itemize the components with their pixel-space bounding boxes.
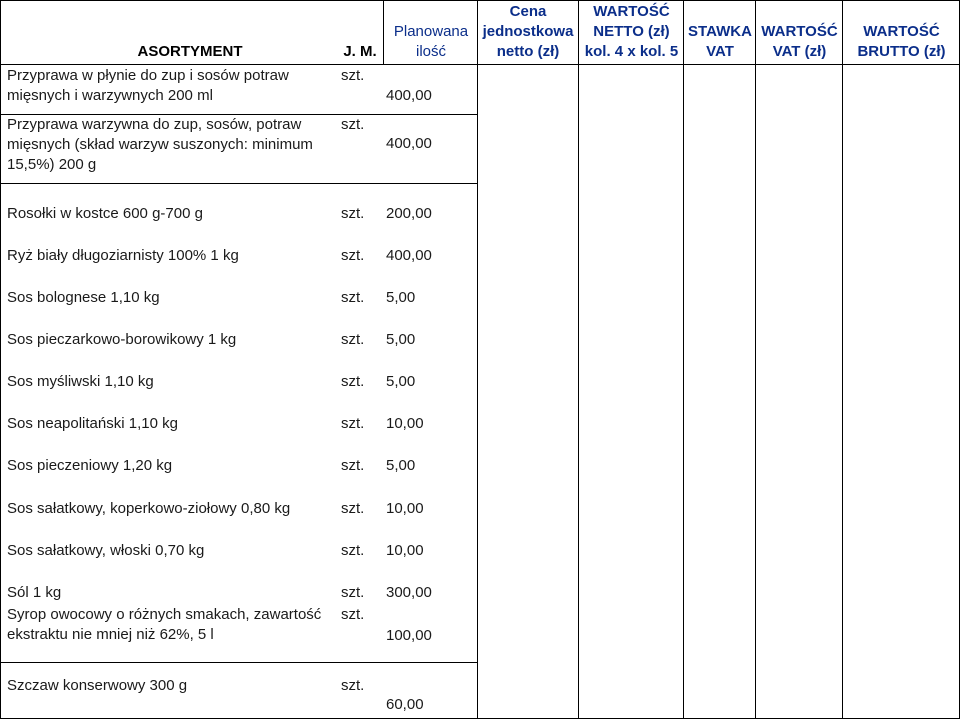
unit-of-measure: szt. — [341, 415, 365, 432]
header-cena-jednostkowa — [479, 2, 577, 62]
grid-line — [683, 0, 684, 719]
unit-of-measure: szt. — [341, 373, 365, 390]
planned-quantity: 200,00 — [386, 205, 432, 222]
header-wartosc-vat — [757, 22, 842, 62]
unit-of-measure: szt. — [341, 542, 365, 559]
header-label: Planowana ilość — [393, 23, 469, 60]
header-jm — [335, 42, 385, 62]
header-label: WARTOŚĆ VAT (zł) — [761, 23, 838, 60]
header-wartosc-brutto — [844, 22, 959, 62]
product-name: Przyprawa warzywna do zup, sosów, potraw mięsnych (skład warzyw suszonych: minimum 15,5%) 200 g — [7, 116, 313, 173]
unit-of-measure: szt. — [341, 606, 365, 623]
header-planowana-ilosc — [385, 20, 477, 62]
product-name: Szczaw konserwowy 300 g — [7, 677, 188, 694]
grid-line — [842, 0, 843, 719]
grid-line — [0, 0, 960, 1]
product-name: Sól 1 kg — [7, 584, 62, 601]
planned-quantity: 10,00 — [386, 542, 424, 559]
grid-line — [578, 0, 579, 719]
product-name: Ryż biały długoziarnisty 100% 1 kg — [7, 247, 239, 264]
unit-of-measure: szt. — [341, 289, 365, 306]
grid-line — [0, 0, 1, 719]
planned-quantity: 300,00 — [386, 584, 432, 601]
planned-quantity: 10,00 — [386, 415, 424, 432]
grid-line — [477, 0, 478, 719]
grid-line — [755, 0, 756, 719]
product-name: Sos sałatkowy, koperkowo-ziołowy 0,80 kg — [7, 500, 291, 517]
unit-of-measure: szt. — [341, 331, 365, 348]
planned-quantity: 5,00 — [386, 331, 416, 348]
header-label: ASORTYMENT — [137, 43, 243, 60]
header-wartosc-netto — [580, 2, 683, 62]
planned-quantity: 5,00 — [386, 373, 416, 390]
header-label: J. M. — [343, 43, 377, 60]
unit-of-measure: szt. — [341, 205, 365, 222]
product-name: Sos pieczarkowo-borowikowy 1 kg — [7, 331, 237, 348]
unit-of-measure: szt. — [341, 457, 365, 474]
planned-quantity: 10,00 — [386, 500, 424, 517]
product-name: Sos bolognese 1,10 kg — [7, 289, 160, 306]
grid-line — [0, 662, 478, 663]
grid-line — [0, 183, 478, 184]
grid-line — [0, 64, 960, 65]
product-name: Sos pieczeniowy 1,20 kg — [7, 457, 173, 474]
header-label: WARTOŚĆ BRUTTO (zł) — [857, 23, 946, 60]
header-label: Cena jednostkowa netto (zł) — [482, 3, 574, 60]
unit-of-measure: szt. — [341, 116, 365, 133]
planned-quantity: 400,00 — [386, 247, 432, 264]
planned-quantity: 100,00 — [386, 627, 432, 644]
planned-quantity: 400,00 — [386, 135, 432, 152]
unit-of-measure: szt. — [341, 67, 365, 84]
product-name: Sos myśliwski 1,10 kg — [7, 373, 154, 390]
product-name: Sos sałatkowy, włoski 0,70 kg — [7, 542, 205, 559]
header-stawka-vat — [685, 22, 755, 62]
header-asortyment — [110, 42, 270, 62]
unit-of-measure: szt. — [341, 247, 365, 264]
unit-of-measure: szt. — [341, 500, 365, 517]
unit-of-measure: szt. — [341, 677, 365, 694]
product-name: Przyprawa w płynie do zup i sosów potraw mięsnych i warzywnych 200 ml — [7, 67, 289, 104]
planned-quantity: 400,00 — [386, 87, 432, 104]
planned-quantity: 5,00 — [386, 457, 416, 474]
product-name: Syrop owocowy o różnych smakach, zawartość ekstraktu nie mniej niż 62%, 5 l — [7, 606, 322, 643]
planned-quantity: 5,00 — [386, 289, 416, 306]
product-name: Sos neapolitański 1,10 kg — [7, 415, 178, 432]
planned-quantity: 60,00 — [386, 696, 424, 713]
header-label: STAWKA VAT — [688, 23, 752, 60]
unit-of-measure: szt. — [341, 584, 365, 601]
header-label: WARTOŚĆ NETTO (zł) kol. 4 x kol. 5 — [584, 3, 679, 60]
product-name: Rosołki w kostce 600 g-700 g — [7, 205, 203, 222]
